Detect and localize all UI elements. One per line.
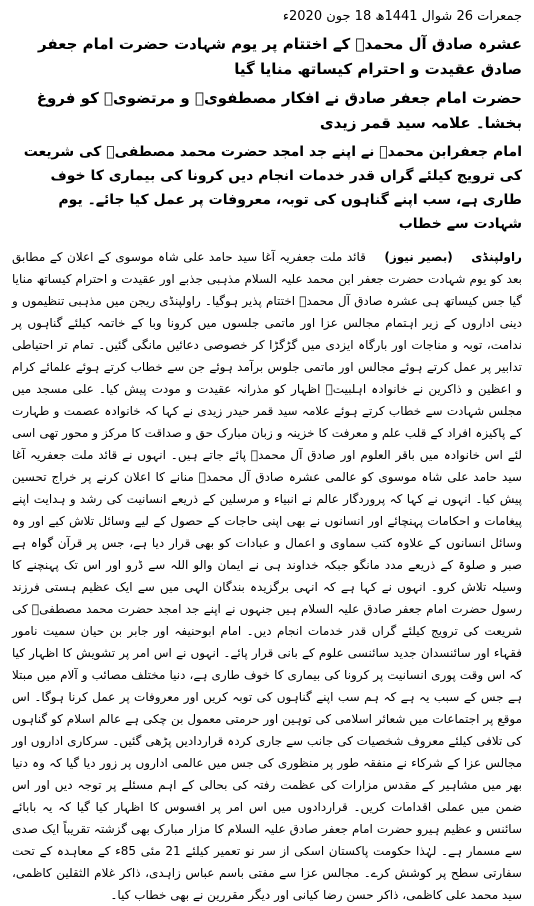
headline-secondary: حضرت امام جعفر صادق نے افکار مصطفویؐ و مرتضویؑ کو فروغ بخشا۔ علامہ سید قمر زیدی — [36, 89, 522, 132]
dateline-place: راولپنڈی — [471, 250, 522, 264]
headline-main: عشرہ صادق آل محمدؑ کے اختتام پر یوم شہادت حضرت امام جعفر صادق عقیدت و احترام کیساتھ منایا گیا — [37, 35, 522, 78]
dateline: جمعرات 26 شوال 1441ھ 18 جون 2020ء — [282, 9, 522, 24]
subheadline: امام جعفرابن محمدؑ نے اپنے جد امجد حضرت محمد مصطفیؐ کی شریعت کی ترویج کیلئے گراں قدر خدمات انجام دیں کرونا کی بیماری کا خوف طاری ہے، سب اپنے گناہوں کی توبہ، معروفات پر عمل کیا جائے۔ یوم شہادت سے خطاب — [23, 144, 522, 232]
article-text: قائد ملت جعفریہ آغا سید حامد علی شاہ موسوی کے اعلان کے مطابق بعد کو یوم شہادت حضرت جعفر ابن محمد علیہ السلام مذہبی جذبے اور عقیدت و احترام کیساتھ منایا گیا جس کیساتھ ہی عشرہ صادق آل محمدؑ اختتام پذیر ہوگیا۔ راولپنڈی ریجن میں مذہبی تنظیموں و دینی اداروں کے زیر اہتمام مجالس عزا اور ماتمی جلسوں میں کرونا وبا کے خاتمہ کیلئے گناہوں پر ندامت، توبہ و مناجات اور بارگاہ ایزدی میں گڑگڑا کر خصوصی دعائیں مانگی گئیں۔ تمام تر احتیاطی تدابیر پر عمل کرتے ہوئے مجالس اور ماتمی جلوس برآمد ہوئے جن سے خطاب کرتے ہوئے علمائے کرام و اعظین و ذاکرین نے خانوادہ اہلبیتؑ اظہار کو مذرانہ عقیدت و مودت پیش کیا۔ علی مسجد میں مجلس شہادت سے خطاب کرتے ہوئے علامہ سید قمر حیدر زیدی نے کہا کہ خانوادہ عصمت و طہارت کے پاکیزہ افراد کے قلب علم و معرفت کا خزینہ و زبان مبارک حق و صداقت کا مرکز و محور تھی اسی لئے اس خانوادہ میں باقر العلوم اور صادق آل محمدؑ پائے جاتے ہیں۔ انہوں نے قائد ملت جعفریہ آغا سید حامد علی شاہ موسوی کو عالمی عشرہ صادق آل محمدؑ منانے کا اعلان کرنے پر خراج تحسین پیش کیا۔ انہوں نے کہا کہ پروردگار عالم نے انبیاء و مرسلین کے ذریعے انسانیت کی رشد و ہدایت اپنے پیغامات و احکامات پہنچائے اور انسانوں نے بھی اپنی حاجات کے حصول کے لیے وسائل تلاش کیے اور وہ وسائل انسانوں کے علاوہ کتب سماوی و اعمال و عبادات کو بھی قرار دیا ہے، جس پر قرآن گواہ ہے صبر و صلوۃ کے ذریعے مدد مانگو جبکہ خداوند ہی نے ایمان والو اللہ سے ڈرو اور اس تک پہنچنے کا وسیلہ تلاش کرو۔ انہوں نے کہا ہے کہ انہی برگزیدہ بندگان الہی میں سے ایک عظیم ہستی فرزند رسول حضرت امام جعفر صادق علیہ السلام ہیں جنہوں نے اپنے جد امجد حضرت محمد مصطفیؐ کی شریعت کی ترویج کیلئے گراں قدر خدمات انجام دیں۔ امام ابوحنیفہ اور جابر بن حیان سمیت نامور فقہاء اور سائنسدان جدید سائنسی علوم کے بانی قرار پائے۔ انہوں نے اس امر پر تشویش کا اظہار کیا کہ اس وقت پوری انسانیت پر کرونا کی بیماری کا خوف طاری ہے، دنیا مختلف مصائب و آلام میں مبتلا ہے جس کے سبب یہ ہے کہ ہم سب اپنے گناہوں کی توبہ کریں اور معروفات پر عمل کرنا ہوگا۔ اس موقع پر اجتماعات میں شعائر اسلامی کی توہین اور حرمتی معمول بن چکی ہے عالم اسلام کو گناہوں کی تلافی کیلئے معروف شخصیات کی جانب سے جاری کردہ قراردادیں پڑھی گئیں۔ سرکاری اداروں اور مجالس عزا کے شرکاء نے منفقہ طور پر منظوری کی جس میں عالمی اداروں پر زور دیا گیا کہ وہ دنیا بھر میں مشاہیر کے مقدس مزارات کی عظمت رفتہ کی بحالی کے اہم مسئلے پر توجہ دیں اور اس ضمن میں عملی اقدامات کریں۔ قراردادوں میں اس امر پر افسوس کا اظہار کیا گیا کہ یہ بابائے سائنس و عظیم ہیرو حضرت امام جعفر صادق علیہ السلام کا مزار مبارک بھی گزشتہ تقریباً ایک صدی سے مسمار ہے۔ لہٰذا حکومت پاکستان اسکی از سر نو تعمیر کیلئے 21 مئی 85ء کے معاہدہ کے تحت سفارتی سطح پر کوشش کرے۔ مجالس عزا سے مفتی باسم عباس زاہدی، ذاکر غلام الثقلین کاظمی، سید محمد علی کاظمی، ذاکر حسن رضا کیانی اور دیگر مقررین نے بھی خطاب کیا۔ — [12, 250, 522, 902]
news-agency: (بصیر نیوز) — [384, 250, 453, 264]
article-body — [12, 246, 522, 906]
